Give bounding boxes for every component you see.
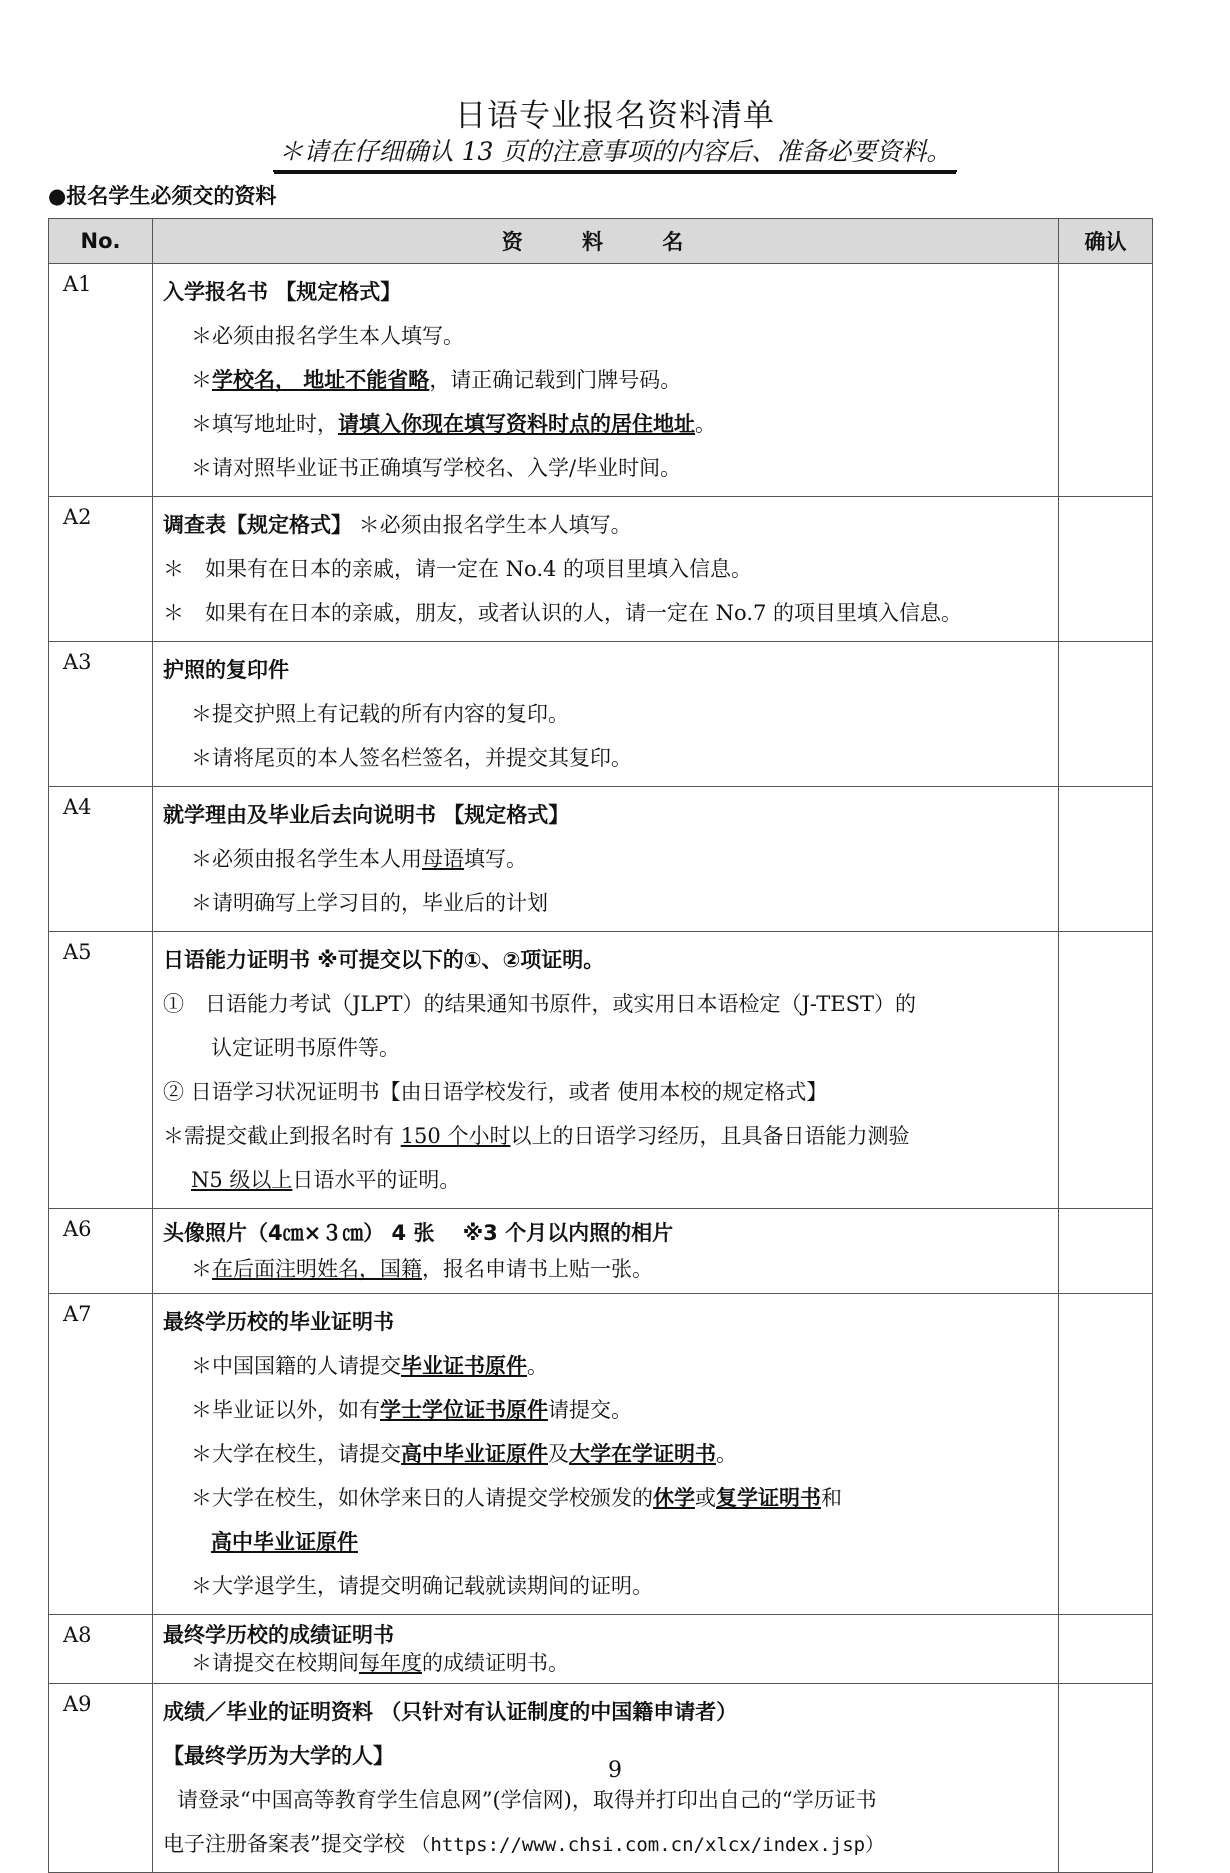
underlined-text: 毕业证书原件 [401, 1353, 527, 1378]
note-text: 日语水平的证明。 [292, 1168, 461, 1192]
row-content [153, 1294, 1059, 1615]
confirm-cell[interactable] [1059, 497, 1153, 642]
item-note: ＊请将尾页的本人签名栏签名，并提交其复印。 [191, 746, 632, 770]
note-text: ＊必须由报名学生本人填写。 [352, 513, 632, 537]
confirm-cell[interactable] [1059, 642, 1153, 787]
confirm-cell[interactable] [1059, 787, 1153, 932]
underlined-text: 学校名， 地址不能省略 [212, 367, 430, 392]
note-prefix: ＊ [191, 1257, 212, 1281]
item-note: 请登录“中国高等教育学生信息网”(学信网)，取得并打印出自己的“学历证书 [177, 1788, 877, 1812]
url-link[interactable]: （https://www.chsi.com.cn/xlcx/index.jsp） [411, 1834, 885, 1856]
note-text: 或 [695, 1486, 716, 1510]
subtitle-text: ＊请在仔细确认 13 页的注意事项的内容后、准备必要资料。 [273, 132, 958, 172]
item-title: 日语能力证明书 ※可提交以下的①、②项证明。 [163, 948, 605, 972]
confirm-cell[interactable] [1059, 1294, 1153, 1615]
row-number: A3 [49, 642, 153, 787]
note-text: 及 [548, 1442, 569, 1466]
item-title-line [163, 503, 1048, 547]
underlined-text: N5 级以上 [191, 1168, 293, 1192]
note-text: 和 [821, 1486, 842, 1510]
row-number: A7 [49, 1294, 153, 1615]
table-header-row [49, 219, 1153, 264]
item-note [163, 358, 1048, 402]
table-row [49, 1209, 1153, 1294]
page-number: 9 [608, 1758, 622, 1783]
underlined-text: 复学证明书 [716, 1485, 821, 1510]
table-row [49, 642, 1153, 787]
underlined-text: 在后面注明姓名，国籍 [212, 1257, 422, 1281]
row-number: A1 [49, 264, 153, 497]
item-note: ＊提交护照上有记载的所有内容的复印。 [191, 702, 569, 726]
table-row [49, 497, 1153, 642]
underlined-text: 学士学位证书原件 [380, 1397, 548, 1422]
item-note: ＊请对照毕业证书正确填写学校名、入学/毕业时间。 [191, 456, 682, 480]
confirm-cell[interactable] [1059, 932, 1153, 1209]
item-note: ＊大学退学生，请提交明确记载就读期间的证明。 [191, 1574, 653, 1598]
note-text: 以上的日语学习经历，且具备日语能力测验 [510, 1124, 910, 1148]
row-number: A5 [49, 932, 153, 1209]
item-title: 就学理由及毕业后去向说明书 【规定格式】 [163, 803, 570, 827]
document-title: 日语专业报名资料清单 [455, 98, 775, 134]
header-name: 资 料 名 [153, 219, 1059, 264]
row-number: A6 [49, 1209, 153, 1294]
note-text: ＊大学在校生，如休学来日的人请提交学校颁发的 [191, 1486, 653, 1510]
row-content [153, 642, 1059, 787]
table-row [49, 264, 1153, 497]
item-note [163, 1520, 1048, 1564]
item-note [163, 837, 1048, 881]
note-text: 。 [695, 412, 716, 436]
row-content [153, 787, 1059, 932]
item-title: 最终学历校的毕业证明书 [163, 1310, 394, 1334]
item-note: ② 日语学习状况证明书【由日语学校发行，或者 使用本校的规定格式】 [163, 1080, 828, 1104]
note-text: ＊中国国籍的人请提交 [191, 1354, 401, 1378]
row-number: A4 [49, 787, 153, 932]
note-text: 。 [527, 1354, 548, 1378]
item-note [163, 402, 1048, 446]
note-text: ，报名申请书上贴一张。 [422, 1257, 653, 1281]
item-note [163, 1388, 1048, 1432]
item-note: ＊ 如果有在日本的亲戚，请一定在 No.4 的项目里填入信息。 [163, 557, 753, 581]
item-note: ＊必须由报名学生本人填写。 [191, 324, 464, 348]
underlined-text: 请填入你现在填写资料时点的居住地址 [338, 411, 695, 436]
table-row [49, 1615, 1153, 1684]
table-row [49, 932, 1153, 1209]
note-text: ＊请提交在校期间 [191, 1651, 359, 1675]
item-title: 最终学历校的成绩证明书 [163, 1623, 394, 1647]
note-text: ＊大学在校生，请提交 [191, 1442, 401, 1466]
table-row [49, 787, 1153, 932]
item-title: 护照的复印件 [163, 658, 289, 682]
row-number: A8 [49, 1615, 153, 1684]
note-text: 填写。 [464, 847, 527, 871]
underlined-text: 大学在学证明书 [569, 1441, 716, 1466]
item-note: ＊ 如果有在日本的亲戚，朋友，或者认识的人，请一定在 No.7 的项目里填入信息。 [163, 601, 963, 625]
item-note [163, 1114, 1048, 1158]
note-text: ＊必须由报名学生本人用 [191, 847, 422, 871]
item-note [163, 1476, 1048, 1520]
underlined-text: 母语 [422, 847, 464, 871]
confirm-cell[interactable] [1059, 1615, 1153, 1684]
item-subtitle: 【最终学历为大学的人】 [163, 1744, 394, 1768]
row-number: A2 [49, 497, 153, 642]
note-text: 的成绩证明书。 [422, 1651, 569, 1675]
note-text: 。 [716, 1442, 737, 1466]
row-content [153, 932, 1059, 1209]
note-text: ＊需提交截止到报名时有 [163, 1124, 401, 1148]
row-number: A9 [49, 1684, 153, 1873]
item-note [163, 1344, 1048, 1388]
item-title: 入学报名书 【规定格式】 [163, 280, 402, 304]
item-title: 成绩／毕业的证明资料 （只针对有认证制度的中国籍申请者） [163, 1700, 738, 1724]
row-content [153, 1615, 1059, 1684]
note-prefix: ＊ [191, 368, 212, 392]
underlined-text: 高中毕业证原件 [211, 1529, 358, 1554]
header-confirm: 确认 [1059, 219, 1153, 264]
item-title: 调查表【规定格式】 [163, 513, 352, 537]
section-heading: ●报名学生必须交的资料 [48, 184, 277, 208]
confirm-cell[interactable] [1059, 1209, 1153, 1294]
note-text: ＊毕业证以外，如有 [191, 1398, 380, 1422]
row-content [153, 497, 1059, 642]
underlined-text: 高中毕业证原件 [401, 1441, 548, 1466]
underlined-text: 每年度 [359, 1651, 422, 1675]
item-note [163, 1251, 1048, 1287]
row-content [153, 1209, 1059, 1294]
item-note [163, 1432, 1048, 1476]
underlined-text: 150 个小时 [400, 1124, 511, 1148]
confirm-cell[interactable] [1059, 264, 1153, 497]
underlined-text: 休学 [653, 1485, 695, 1510]
item-note [163, 1822, 1048, 1866]
note-text: ，请正确记载到门牌号码。 [429, 368, 682, 392]
item-note [163, 1158, 1048, 1202]
document-subtitle [0, 132, 1230, 172]
item-note: ＊请明确写上学习目的，毕业后的计划 [191, 891, 548, 915]
item-note [163, 1649, 1048, 1677]
item-title: 头像照片（4㎝×３㎝） 4 张 ※3 个月以内照的相片 [163, 1221, 674, 1245]
header-no: No. [49, 219, 153, 264]
note-text: 电子注册备案表”提交学校 [163, 1832, 412, 1856]
note-text: ＊填写地址时， [191, 412, 338, 436]
note-text: 请提交。 [548, 1398, 632, 1422]
materials-table [48, 218, 1153, 1873]
row-content [153, 264, 1059, 497]
item-note: ① 日语能力考试（JLPT）的结果通知书原件，或实用日本语检定（J-TEST）的 [163, 992, 916, 1016]
table-row [49, 1294, 1153, 1615]
item-note: 认定证明书原件等。 [211, 1036, 400, 1060]
